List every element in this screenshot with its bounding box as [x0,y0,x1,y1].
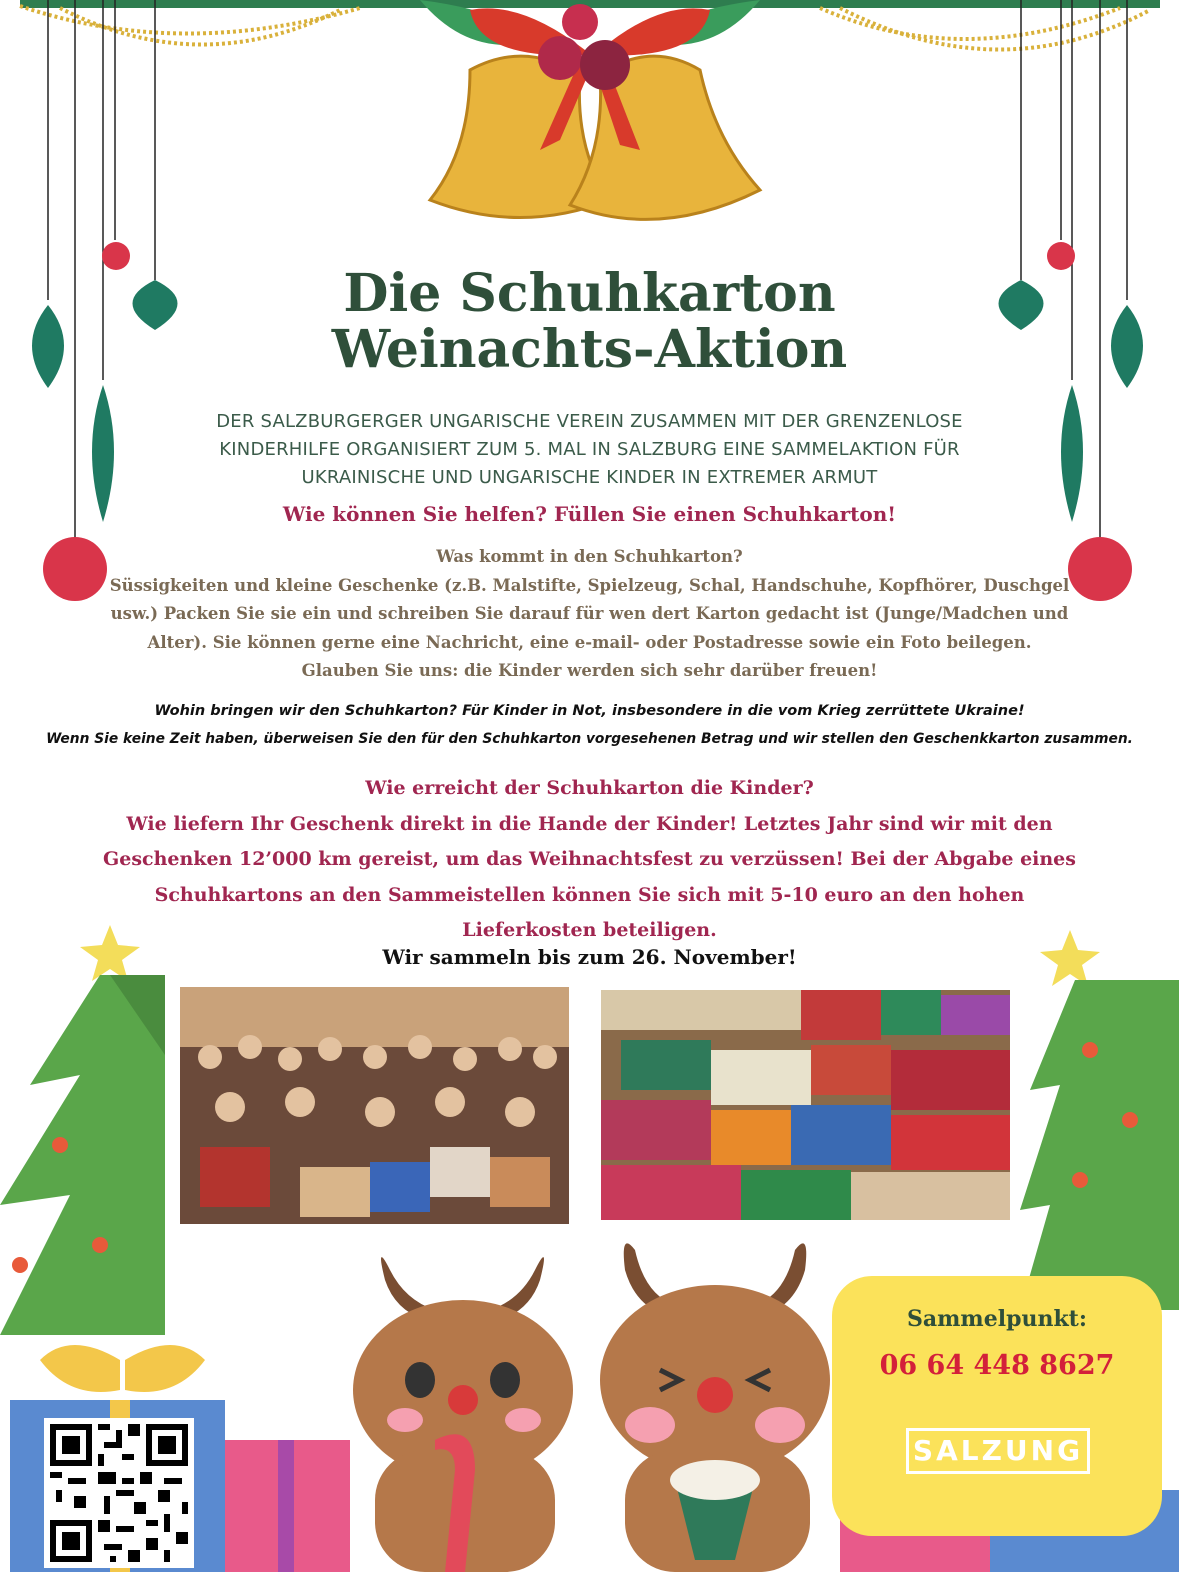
collection-phone-number[interactable]: 06 64 448 8627 [879,1350,1115,1381]
reindeer-illustration [335,1240,840,1572]
box-info-line-2: Süssigkeiten und kleine Geschenke (z.B. Malstifte, Spielzeug, Schal, Handschuhe, Kopfhörer, Duschgel [109,575,1070,595]
deadline-text: Wir sammeln bis zum 26. November! [382,945,797,969]
intro-line-3: UKRAINISCHE UND UNGARISCHE KINDER IN EXTREMER ARMUT [301,467,878,488]
box-info-line-3: usw.) Packen Sie sie ein und schreiben Sie darauf für wen dert Karton gedacht ist (Junge/Madchen und [110,604,1069,623]
page-title [0,263,1179,380]
intro-line-2: KINDERHILFE ORGANISIERT ZUM 5. MAL IN SALZBURG EINE SAMMELAKTION FÜR [219,439,960,460]
box-info-line-5: Glauben Sie uns: die Kinder werden sich sehr darüber freuen! [301,661,878,680]
title-line-2: Weinachts-Aktion [331,319,848,380]
intro-text [150,408,1029,492]
box-info-line-4: Alter). Sie können gerne eine Nachricht, eine e-mail- oder Postadresse sowie ein Foto beilegen. [147,632,1032,652]
delivery-line-4: Schuhkartons an den Sammeistellen können Sie sich mit 5-10 euro an den hohen [154,883,1025,906]
delivery-line-5: Lieferkosten beteiligen. [462,919,717,941]
box-info-line-1: Was kommt in den Schuhkarton? [436,547,743,566]
help-heading: Wie können Sie helfen? Füllen Sie einen Schuhkarton! [282,502,897,526]
destination-info [0,697,1179,753]
destination-line-2: Wenn Sie keine Zeit haben, überweisen Sie den für den Schuhkarton vorgesehenen Betrag und wir stellen den Geschenkkarton zusammen. [46,731,1133,747]
intro-line-1: DER SALZBURGERGER UNGARISCHE VEREIN ZUSAMMEN MIT DER GRENZENLOSE [216,411,963,432]
destination-line-1: Wohin bringen wir den Schuhkarton? Für Kinder in Not, insbesondere in die vom Krieg zerrüttete Ukraine! [154,703,1025,719]
delivery-line-3: Geschenken 12’000 km gereist, um das Weihnachtsfest zu verzüssen! Bei der Abgabe eines [103,848,1076,870]
right-christmas-tree [1020,920,1179,1310]
salzung-logo: SALZUNG [906,1428,1090,1474]
title-line-1: Die Schuhkarton [343,263,836,324]
delivery-line-2: Wie liefern Ihr Geschenk direkt in die Hande der Kinder! Letztes Jahr sind wir mit den [126,812,1053,835]
qr-code[interactable] [44,1418,194,1568]
qr-code-graphic [44,1418,194,1568]
collection-point-label: Sammelpunkt: [907,1306,1087,1332]
delivery-line-1: Wie erreicht der Schuhkarton die Kinder? [365,777,814,799]
shoebox-pile-photo [601,990,1010,1220]
box-info [100,543,1079,686]
delivery-info [80,771,1099,949]
children-photo [180,987,569,1224]
